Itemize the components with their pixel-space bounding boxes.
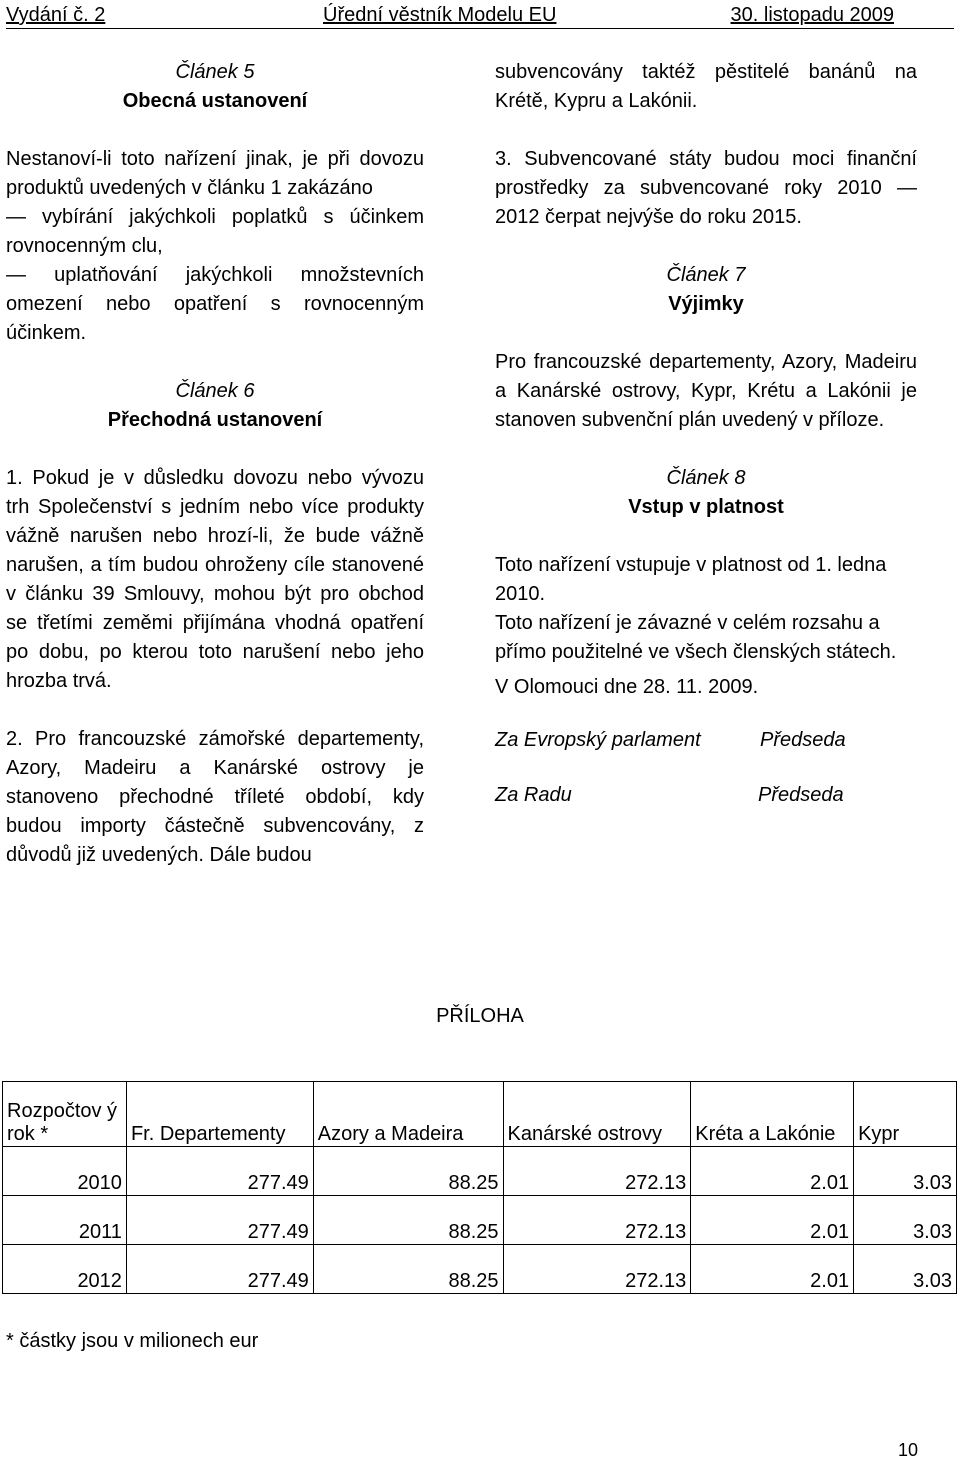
column-header: Kanárské ostrovy: [503, 1082, 691, 1147]
issue-date: 30. listopadu 2009: [730, 4, 894, 26]
table-cell: 3.03: [854, 1196, 957, 1245]
article7-subtitle: Výjimky: [668, 293, 744, 315]
journal-name: Úřední věstník Modelu EU: [323, 4, 557, 26]
table-cell-year: 2010: [3, 1147, 127, 1196]
table-cell: 277.49: [126, 1147, 313, 1196]
column-header-year: Rozpočtov ý rok *: [3, 1082, 127, 1147]
article8-line2: Toto nařízení je závazné v celém rozsahu a přímo použitelné ve všech členských státech.: [495, 612, 897, 663]
table-cell-year: 2011: [3, 1196, 127, 1245]
article8-subtitle: Vstup v platnost: [628, 496, 784, 518]
signature-role: Předseda: [758, 784, 844, 806]
table-cell: 2.01: [691, 1245, 854, 1294]
table-cell: 88.25: [313, 1245, 503, 1294]
table-cell: 2.01: [691, 1196, 854, 1245]
table-cell: 88.25: [313, 1147, 503, 1196]
column-header: Kréta a Lakónie: [691, 1082, 854, 1147]
table-header-row: [3, 1082, 957, 1147]
column-header: Fr. Departementy: [126, 1082, 313, 1147]
article5-title: Článek 5: [175, 61, 255, 83]
column-header: Azory a Madeira: [313, 1082, 503, 1147]
table-row: [3, 1196, 957, 1245]
table-row: [3, 1245, 957, 1294]
table-footnote: * částky jsou v milionech eur: [6, 1330, 259, 1352]
article5-intro: Nestanoví-li toto nařízení jinak, je při dovozu produktů uvedených v článku 1 zakázáno: [6, 148, 424, 199]
issue-number: Vydání č. 2: [6, 4, 106, 26]
article5-dash1: — vybírání jakýchkoli poplatků s účinkem rovnocenným clu,: [6, 206, 424, 257]
table-cell: 277.49: [126, 1245, 313, 1294]
article5-dash2: — uplatňování jakýchkoli množstevních omezení nebo opatření s rovnocenným účinkem.: [6, 264, 424, 344]
article8-line1: Toto nařízení vstupuje v platnost od 1. ledna 2010.: [495, 554, 887, 605]
signature-body: Za Evropský parlament: [495, 729, 701, 751]
left-column: [6, 58, 424, 870]
table-cell: 272.13: [503, 1147, 691, 1196]
table-cell: 88.25: [313, 1196, 503, 1245]
annex-title: PŘÍLOHA: [436, 1005, 524, 1027]
right-column: [495, 58, 917, 810]
article6-paragraph1: 1. Pokud je v důsledku dovozu nebo vývozu trh Společenství s jedním nebo více produkty vážně narušen nebo hrozí-li, že bude vážně narušen, a tím budou ohroženy cíle stanovené v článku 39 Smlouvy, mohou být pro obchod se třetími zeměmi přijímána vhodná opatření po dobu, po kterou toto narušení nebo jeho hrozba trvá.: [6, 467, 424, 692]
table-cell: 272.13: [503, 1196, 691, 1245]
table-cell: 277.49: [126, 1196, 313, 1245]
article6-paragraph3: 3. Subvencované státy budou moci finanční prostředky za subvencované roky 2010 — 2012 čerpat nejvýše do roku 2015.: [495, 148, 917, 228]
article7-text: Pro francouzské departementy, Azory, Madeiru a Kanárské ostrovy, Kypr, Krétu a Lakónii je stanoven subvenční plán uvedený v příloze.: [495, 351, 917, 431]
signature-line: [495, 781, 917, 810]
table-cell: 3.03: [854, 1245, 957, 1294]
signature-role: Předseda: [760, 729, 846, 751]
article8-title: Článek 8: [666, 467, 746, 489]
article5-subtitle: Obecná ustanovení: [122, 90, 308, 112]
column-header: Kypr: [854, 1082, 957, 1147]
article7-title: Článek 7: [666, 264, 746, 286]
article6-subtitle: Přechodná ustanovení: [107, 409, 323, 431]
table-row: [3, 1147, 957, 1196]
article6-paragraph2: 2. Pro francouzské zámořské departementy, Azory, Madeiru a Kanárské ostrovy je stanoveno přechodné tříleté období, kdy budou importy částečně subvencovány, z důvodů již uvedených. Dále budou: [6, 728, 424, 866]
article6-paragraph2-continued: subvencovány taktéž pěstitelé banánů na Krétě, Kypru a Lakónii.: [495, 61, 917, 112]
table-cell-year: 2012: [3, 1245, 127, 1294]
page-header: [6, 4, 954, 29]
signature-body: Za Radu: [495, 784, 572, 806]
table-cell: 2.01: [691, 1147, 854, 1196]
page-number: 10: [897, 1440, 918, 1460]
article6-title: Článek 6: [175, 380, 255, 402]
place-date: V Olomouci dne 28. 11. 2009.: [495, 676, 759, 698]
table-cell: 272.13: [503, 1245, 691, 1294]
table-cell: 3.03: [854, 1147, 957, 1196]
budget-table: [2, 1081, 957, 1294]
signature-line: [495, 726, 917, 755]
